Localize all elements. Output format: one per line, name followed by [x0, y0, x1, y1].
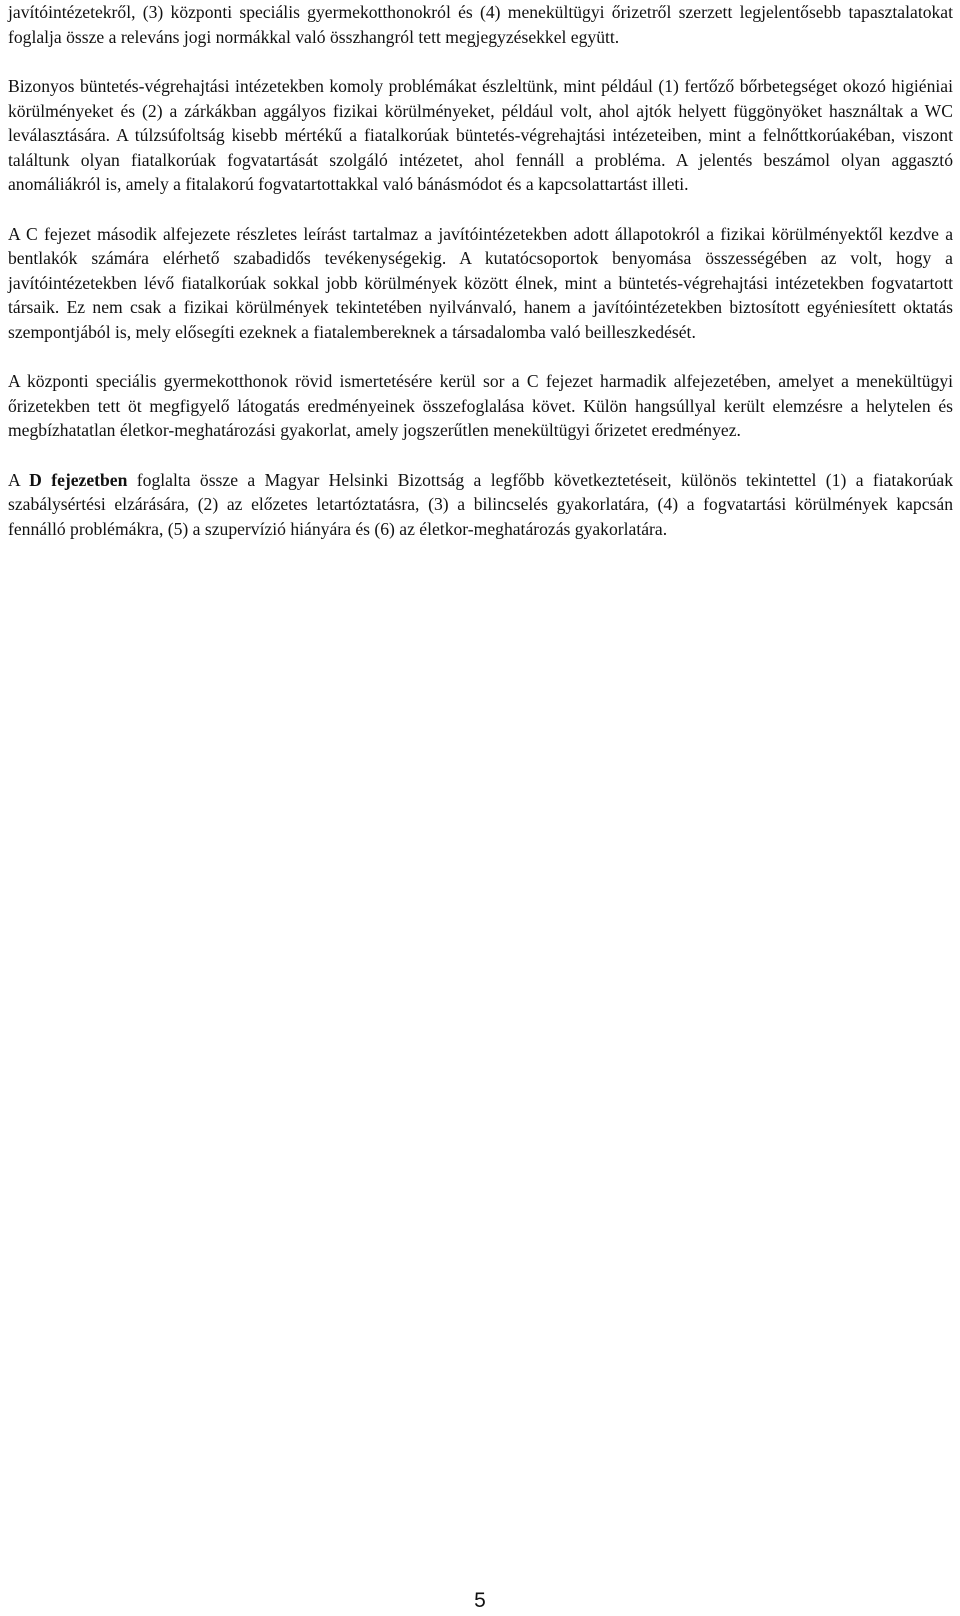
document-body [8, 0, 953, 566]
paragraph-5 [8, 468, 953, 542]
paragraph-5-prefix: A [8, 469, 30, 490]
paragraph-5-suffix: foglalta össze a Magyar Helsinki Bizottság a legfőbb következtetéseit, különös tekintettel (1) a fiatakorúak szabálysértési elzárására, (2) az előzetes letartóztatásra, (3) a bilincselés gyakorlatára, (4) a fogvatartási körülmények kapcsán fennálló problémákra, (5) a szupervízió hiányára és (6) az életkor-meghatározás gyakorlatára. [8, 469, 953, 539]
paragraph-2: Bizonyos büntetés-végrehajtási intézetekben komoly problémákat észleltünk, mint például (1) fertőző bőrbetegséget okozó higiéniai körülményeket és (2) a zárkákban aggályos fizikai körülményeket, például volt, ahol ajtók helyett függönyöket használtak a WC leválasztására. A túlzsúfoltság kisebb mértékű a fiatalkorúak büntetés-végrehajtási intézeteiben, mint a felnőttkorúakéban, viszont találtunk olyan fiatalkorúak fogvatartását szolgáló intézetet, ahol fennáll a probléma. A jelentés beszámol olyan aggasztó anomáliákról is, amely a fitalakorú fogvatartottakkal való bánásmódot és a kapcsolattartást illeti. [8, 76, 953, 194]
paragraph-1: javítóintézetekről, (3) központi speciális gyermekotthonokról és (4) menekültügyi őrizetről szerzett legjelentősebb tapasztalatokat foglalja össze a releváns jogi normákkal való összhangról tett megjegyzésekkel együtt. [8, 2, 953, 47]
page-number: 5 [474, 1589, 486, 1612]
paragraph-4: A központi speciális gyermekotthonok rövid ismertetésére kerül sor a C fejezet harmadik alfejezetében, amelyet a menekültügyi őrizetekben tett öt megfigyelő látogatás eredményeinek összefoglalása követ. Külön hangsúllyal került elemzésre a helytelen és megbízhatatlan életkor-meghatározási gyakorlat, amely jogszerűtlen menekültügyi őrizetet eredményez. [8, 371, 953, 440]
chapter-d-reference: D fejezetben [29, 469, 128, 490]
paragraph-3: A C fejezet második alfejezete részletes leírást tartalmaz a javítóintézetekben adott állapotokról a fizikai körülményektől kezdve a bentlakók számára elérhető szabadidős tevékenységekig. A kutatócsoportok benyomása összességében az volt, hogy a javítóintézetekben lévő fiatalkorúak sokkal jobb körülmények között élnek, mint a büntetés-végrehajtási intézetekben fogvatartott társaik. Ez nem csak a fizikai körülmények tekintetében nyilvánvaló, hanem a javítóintézetekben biztosított egyéniesített oktatás szempontjából is, mely elősegíti ezeknek a fiatalembereknek a társadalomba való beilleszkedését. [8, 223, 953, 342]
